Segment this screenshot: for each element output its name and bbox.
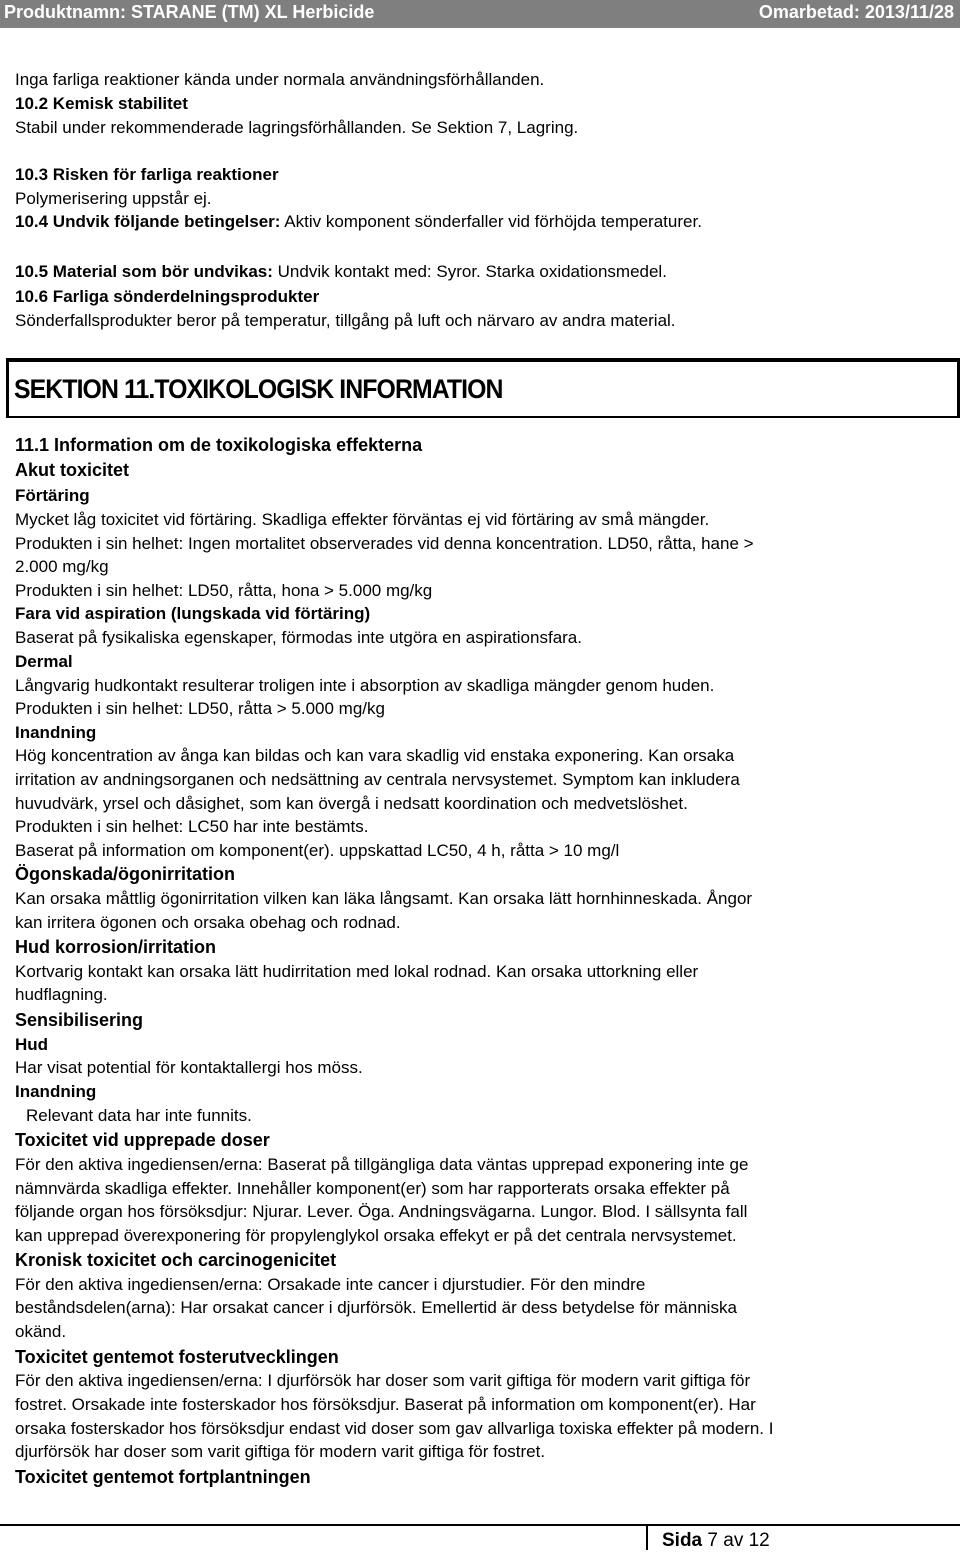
inhalation-text-5: Baserat på information om komponent(er). uppskattad LC50, 4 h, råtta > 10 mg/l xyxy=(15,841,620,860)
subheading-dermal: Dermal xyxy=(15,652,73,671)
heading-repeated-dose: Toxicitet vid upprepade doser xyxy=(15,1130,270,1150)
ingestion-text-4: Produkten i sin helhet: LD50, råtta, hona > 5.000 mg/kg xyxy=(15,581,433,600)
heading-sensitization: Sensibilisering xyxy=(15,1010,144,1030)
heading-10-4: 10.4 Undvik följande betingelser: xyxy=(15,212,281,231)
heading-10-3: 10.3 Risken för farliga reaktioner xyxy=(15,165,279,184)
page-number xyxy=(662,1530,770,1552)
product-name: Produktnamn: STARANE (TM) XL Herbicide xyxy=(4,2,375,22)
heading-skin-corrosion: Hud korrosion/irritation xyxy=(15,937,217,957)
heading-acute-toxicity: Akut toxicitet xyxy=(15,460,130,480)
heading-10-5: 10.5 Material som bör undvikas: xyxy=(15,262,273,281)
chronic-text-3: okänd. xyxy=(15,1322,67,1341)
page-count: 7 av 12 xyxy=(707,1530,770,1551)
skin-text-1: Kortvarig kontakt kan orsaka lätt hudirritation med lokal rodnad. Kan orsaka uttorkning eller xyxy=(15,962,699,981)
avoid-conditions-text: Aktiv komponent sönderfaller vid förhöjda temperaturer. xyxy=(280,212,702,231)
repeated-text-2: nämnvärda skadliga effekter. Innehåller komponent(er) som har rapporterats orsaka effekter på xyxy=(15,1179,730,1198)
inhalation-text-3: huvudvärk, yrsel och dåsighet, som kan övergå i nedsatt koordination och medvetslöshet. xyxy=(15,794,688,813)
heading-11-1: 11.1 Information om de toxikologiska effekterna xyxy=(15,435,423,455)
inhalation-text-2: irritation av andningsorganen och nedsättning av centrala nervsystemet. Symptom kan inkludera xyxy=(15,770,740,789)
inhalation-text-1: Hög koncentration av ånga kan bildas och kan vara skadlig vid enstaka exponering. Kan orsaka xyxy=(15,746,735,765)
reactions-text: Inga farliga reaktioner kända under normala användningsförhållanden. xyxy=(15,70,545,89)
stability-text: Stabil under rekommenderade lagringsförhållanden. Se Sektion 7, Lagring. xyxy=(15,118,579,137)
subheading-sens-inhalation: Inandning xyxy=(15,1082,97,1101)
line-10-4 xyxy=(15,212,702,232)
subheading-inhalation: Inandning xyxy=(15,723,97,742)
ingestion-text-1: Mycket låg toxicitet vid förtäring. Skadliga effekter förväntas ej vid förtäring av små mängder. xyxy=(15,510,710,529)
section-rule-top xyxy=(6,358,960,362)
page-label: Sida xyxy=(662,1530,703,1551)
sens-inhalation-text: Relevant data har inte funnits. xyxy=(26,1106,252,1125)
chronic-text-1: För den aktiva ingediensen/erna: Orsakade inte cancer i djurstudier. För den mindre xyxy=(15,1275,646,1294)
avoid-materials-text: Undvik kontakt med: Syror. Starka oxidationsmedel. xyxy=(272,262,667,281)
heading-reproductive: Toxicitet gentemot fortplantningen xyxy=(15,1467,311,1487)
sens-skin-text: Har visat potential för kontaktallergi hos möss. xyxy=(15,1058,363,1077)
heading-10-6: 10.6 Farliga sönderdelningsprodukter xyxy=(15,287,320,306)
revision-date: Omarbetad: 2013/11/28 xyxy=(758,2,954,22)
chronic-text-2: beståndsdelen(arna): Har orsakat cancer i djurförsök. Emellertid är dess betydelse för människa xyxy=(15,1298,737,1317)
page-header xyxy=(0,0,960,28)
repeated-text-3: följande organ hos försöksdjur: Njurar. Lever. Öga. Andningsvägarna. Lungor. Blod. I sällsynta fall xyxy=(15,1202,748,1221)
section-rule-left xyxy=(6,358,9,418)
section-rule-bottom xyxy=(6,416,960,418)
subheading-aspiration: Fara vid aspiration (lungskada vid förtäring) xyxy=(15,604,371,623)
repeated-text-4: kan upprepad överexponering för propylenglykol orsaka effekyt er på det centrala nervsystemet. xyxy=(15,1226,737,1245)
ingestion-text-2: Produkten i sin helhet: Ingen mortalitet observerades vid denna koncentration. LD50, råtta, hane > xyxy=(15,534,754,553)
subheading-sens-skin: Hud xyxy=(15,1035,49,1054)
section-11-title: SEKTION 11.TOXIKOLOGISK INFORMATION xyxy=(14,374,503,404)
developmental-text-1: För den aktiva ingediensen/erna: I djurförsök har doser som varit giftiga för modern varit giftiga för xyxy=(15,1371,751,1390)
eye-text-2: kan irritera ögonen och orsaka obehag och rodnad. xyxy=(15,913,401,932)
ingestion-text-3: 2.000 mg/kg xyxy=(15,557,109,576)
risk-text: Polymerisering uppstår ej. xyxy=(15,189,212,208)
repeated-text-1: För den aktiva ingediensen/erna: Baserat på tillgängliga data väntas upprepad exponering inte ge xyxy=(15,1155,749,1174)
heading-developmental: Toxicitet gentemot fosterutvecklingen xyxy=(15,1347,339,1367)
skin-text-2: hudflagning. xyxy=(15,985,108,1004)
inhalation-text-4: Produkten i sin helhet: LC50 har inte bestämts. xyxy=(15,817,369,836)
developmental-text-4: djurförsök har doser som varit giftiga för modern varit giftiga för fostret. xyxy=(15,1442,546,1461)
dermal-text-1: Långvarig hudkontakt resulterar troligen inte i absorption av skadliga mängder genom huden. xyxy=(15,676,715,695)
footer-divider xyxy=(646,1526,648,1550)
heading-eye-damage: Ögonskada/ögonirritation xyxy=(15,864,236,884)
line-10-5 xyxy=(15,262,667,282)
dermal-text-2: Produkten i sin helhet: LD50, råtta > 5.000 mg/kg xyxy=(15,699,385,718)
decomposition-text: Sönderfallsprodukter beror på temperatur, tillgång på luft och närvaro av andra material. xyxy=(15,311,676,330)
heading-chronic: Kronisk toxicitet och carcinogenicitet xyxy=(15,1250,337,1270)
aspiration-text: Baserat på fysikaliska egenskaper, förmodas inte utgöra en aspirationsfara. xyxy=(15,628,582,647)
eye-text-1: Kan orsaka måttlig ögonirritation vilken kan läka långsamt. Kan orsaka lätt hornhinneskada. Ångor xyxy=(15,889,753,908)
subheading-ingestion: Förtäring xyxy=(15,486,90,505)
footer-rule xyxy=(0,1524,960,1526)
heading-10-2: 10.2 Kemisk stabilitet xyxy=(15,94,188,113)
developmental-text-2: fostret. Orsakade inte fosterskador hos försöksdjur. Baserat på information om komponent(er). Har xyxy=(15,1395,756,1414)
developmental-text-3: orsaka fosterskador hos försöksdjur endast vid doser som gav allvarliga toxiska effekter på modern. I xyxy=(15,1419,774,1438)
